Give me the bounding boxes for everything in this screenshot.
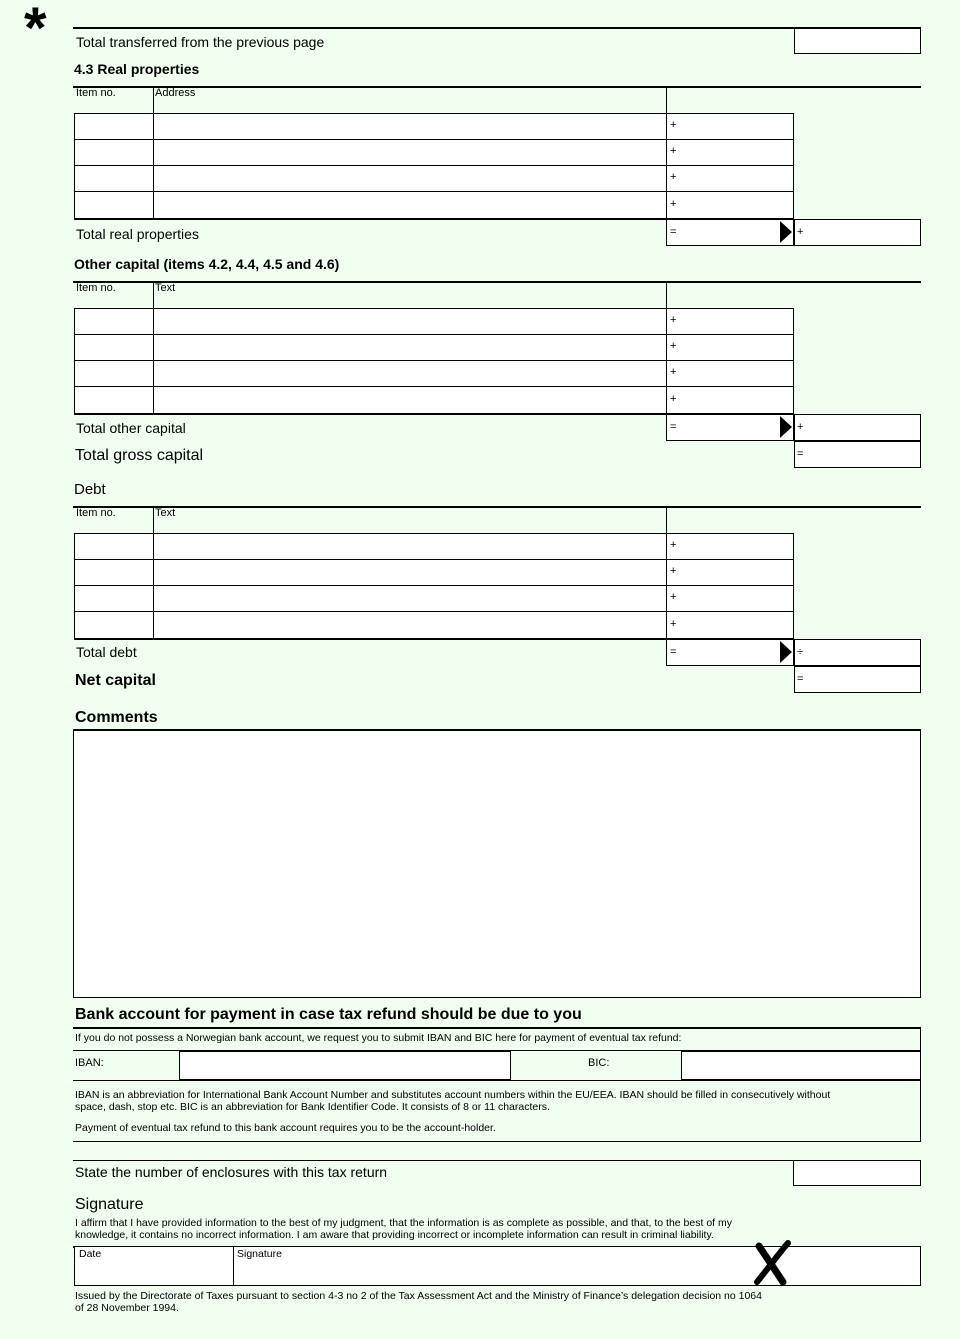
- plus-sign: +: [670, 539, 677, 551]
- amount-field[interactable]: [666, 559, 794, 586]
- carry-arrow-icon: [780, 416, 792, 438]
- item-no-field[interactable]: [74, 386, 154, 414]
- plus-sign: +: [670, 591, 677, 603]
- bic-field[interactable]: [681, 1051, 921, 1080]
- equals-sign: =: [797, 673, 804, 685]
- plus-sign: +: [670, 145, 677, 157]
- amount-field[interactable]: [666, 165, 794, 192]
- plus-sign: +: [797, 421, 804, 433]
- equals-sign: =: [670, 421, 677, 433]
- total-gross-capital-field[interactable]: [794, 441, 921, 468]
- item-no-field[interactable]: [74, 360, 154, 387]
- amount-field[interactable]: [666, 139, 794, 166]
- text-field[interactable]: [153, 585, 667, 612]
- total-gross-capital-label: Total gross capital: [75, 447, 204, 464]
- divider: [73, 1027, 921, 1029]
- plus-sign: +: [670, 618, 677, 630]
- address-header: Address: [155, 87, 196, 99]
- divider: [74, 639, 667, 640]
- amount-field[interactable]: [666, 308, 794, 335]
- plus-sign: +: [670, 340, 677, 352]
- net-capital-field[interactable]: [794, 666, 921, 693]
- divider: [920, 1027, 921, 1142]
- iban-note: IBAN is an abbreviation for International Bank Account Number and substitutes account numbers within the EU/EEA. IBAN should be filled in consecutively without space, dash, stop etc. BIC is an abbreviation for Bank Identifier Code. It consists of 8 or 11 characters.: [75, 1089, 831, 1113]
- asterisk-mark: *: [24, 0, 47, 61]
- total-transferred-field[interactable]: [794, 28, 921, 54]
- text-field[interactable]: [153, 360, 667, 387]
- debt-carry-field[interactable]: [794, 639, 921, 666]
- text-field[interactable]: [153, 533, 667, 560]
- signature-label: Signature: [237, 1248, 282, 1260]
- total-transferred-label: Total transferred from the previous page: [76, 34, 325, 50]
- text-header: Text: [155, 282, 176, 294]
- plus-sign: +: [670, 198, 677, 210]
- divider: [74, 414, 667, 415]
- address-field[interactable]: [153, 113, 667, 140]
- real-properties-title: 4.3 Real properties: [74, 61, 200, 77]
- amount-field[interactable]: [666, 611, 794, 639]
- equals-sign: =: [670, 646, 677, 658]
- amount-field[interactable]: [666, 360, 794, 387]
- other-capital-title: Other capital (items 4.2, 4.4, 4.5 and 4.6): [74, 256, 340, 272]
- amount-field[interactable]: [666, 334, 794, 361]
- plus-sign: +: [670, 366, 677, 378]
- equals-sign: =: [670, 226, 677, 238]
- bank-intro: If you do not possess a Norwegian bank account, we request you to submit IBAN and BIC here for payment of eventual tax refund:: [75, 1032, 682, 1044]
- signature-title: Signature: [75, 1196, 144, 1213]
- other-capital-carry-field[interactable]: [794, 414, 921, 441]
- divider: [73, 1160, 794, 1161]
- plus-sign: +: [797, 226, 804, 238]
- iban-field[interactable]: [179, 1051, 511, 1080]
- divider: [73, 86, 921, 88]
- item-no-header: Item no.: [76, 282, 116, 294]
- comments-field[interactable]: [73, 729, 921, 998]
- item-no-field[interactable]: [74, 139, 154, 166]
- debt-title: Debt: [74, 481, 106, 498]
- divider: [73, 506, 921, 508]
- amount-field[interactable]: [666, 113, 794, 140]
- text-field[interactable]: [153, 308, 667, 335]
- item-no-field[interactable]: [74, 611, 154, 639]
- address-field[interactable]: [153, 165, 667, 192]
- divider: [666, 508, 667, 534]
- amount-field[interactable]: [666, 191, 794, 219]
- item-no-field[interactable]: [74, 113, 154, 140]
- divider: [666, 88, 667, 114]
- total-other-capital-label: Total other capital: [76, 420, 186, 436]
- divider: [666, 283, 667, 309]
- text-field[interactable]: [153, 334, 667, 361]
- plus-sign: +: [670, 119, 677, 131]
- bank-title: Bank account for payment in case tax refund should be due to you: [75, 1006, 582, 1023]
- plus-sign: +: [670, 565, 677, 577]
- item-no-field[interactable]: [74, 191, 154, 219]
- bic-label: BIC:: [588, 1057, 610, 1069]
- item-no-field[interactable]: [74, 334, 154, 361]
- enclosures-label: State the number of enclosures with this tax return: [75, 1164, 388, 1180]
- plus-sign: +: [670, 171, 677, 183]
- text-field[interactable]: [153, 611, 667, 639]
- real-properties-carry-field[interactable]: [794, 219, 921, 246]
- item-no-header: Item no.: [76, 87, 116, 99]
- text-field[interactable]: [153, 559, 667, 586]
- total-debt-field[interactable]: [666, 639, 794, 666]
- total-other-capital-field[interactable]: [666, 414, 794, 441]
- item-no-field[interactable]: [74, 165, 154, 192]
- iban-label: IBAN:: [75, 1057, 104, 1069]
- amount-field[interactable]: [666, 386, 794, 414]
- amount-field[interactable]: [666, 585, 794, 612]
- account-holder-note: Payment of eventual tax refund to this bank account requires you to be the account-holder.: [75, 1122, 496, 1134]
- comments-title: Comments: [75, 709, 158, 726]
- carry-arrow-icon: [780, 221, 792, 243]
- plus-sign: +: [670, 393, 677, 405]
- minus-sign: ÷: [797, 646, 804, 658]
- signature-field[interactable]: [233, 1247, 921, 1286]
- item-no-field[interactable]: [74, 585, 154, 612]
- affirm-text: I affirm that I have provided information to the best of my judgment, that the information is as complete as possible, and that, to the best of my knowledge, it contains no incorrect information. I am aware that providing incorrect or incomplete information can result in criminal liability.: [75, 1217, 732, 1241]
- enclosures-field[interactable]: [793, 1160, 921, 1186]
- signature-x-mark-icon: [750, 1238, 794, 1286]
- carry-arrow-icon: [780, 641, 792, 663]
- divider: [74, 219, 667, 220]
- divider: [73, 1080, 921, 1081]
- plus-sign: +: [670, 314, 677, 326]
- address-field[interactable]: [153, 191, 667, 219]
- total-real-properties-field[interactable]: [666, 219, 794, 246]
- net-capital-label: Net capital: [75, 672, 156, 689]
- equals-sign: =: [797, 448, 804, 460]
- divider: [73, 281, 921, 283]
- divider: [73, 1141, 921, 1142]
- item-no-field[interactable]: [74, 533, 154, 560]
- address-field[interactable]: [153, 139, 667, 166]
- amount-field[interactable]: [666, 533, 794, 560]
- footer-text: Issued by the Directorate of Taxes pursuant to section 4-3 no 2 of the Tax Assessment Act and the Ministry of Finance’s delegation decision no 1064 of 28 November 1994.: [75, 1290, 762, 1314]
- date-label: Date: [79, 1248, 102, 1260]
- total-real-properties-label: Total real properties: [76, 226, 199, 242]
- item-no-field[interactable]: [74, 559, 154, 586]
- item-no-header: Item no.: [76, 507, 116, 519]
- text-field[interactable]: [153, 386, 667, 414]
- text-header: Text: [155, 507, 176, 519]
- total-debt-label: Total debt: [76, 644, 137, 660]
- item-no-field[interactable]: [74, 308, 154, 335]
